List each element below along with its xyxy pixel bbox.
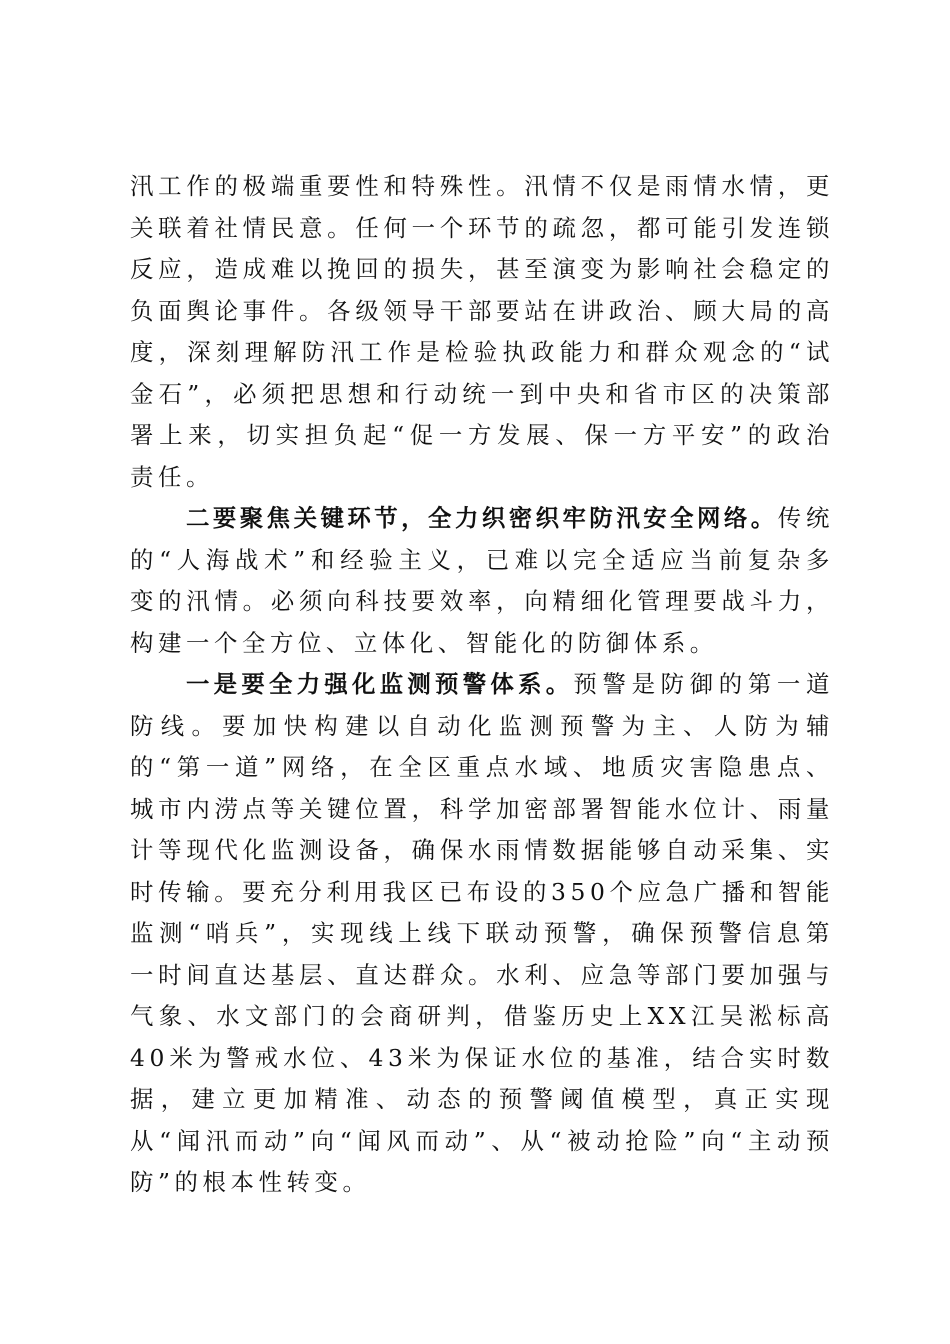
- paragraph-flood-importance: [130, 166, 834, 498]
- section-heading: 一是要全力强化监测预警体系。: [186, 670, 574, 698]
- paragraph-safety-network: [130, 498, 834, 664]
- paragraph-text: 汛工作的极端重要性和特殊性。汛情不仅是雨情水情，更关联着社情民意。任何一个环节的疏忽，都可能引发连锁反应，造成难以挽回的损失，甚至演变为影响社会稳定的负面舆论事件。各级领导干部要站在讲政治、顾大局的高度，深刻理解防汛工作是检验执政能力和群众观念的“试金石”，必须把思想和行动统一到中央和省市区的决策部署上来，切实担负起“促一方发展、保一方平安”的政治责任。: [130, 172, 834, 491]
- paragraph-text: 预警是防御的第一道防线。要加快构建以自动化监测预警为主、人防为辅的“第一道”网络，在全区重点水域、地质灾害隐患点、城市内涝点等关键位置，科学加密部署智能水位计、雨量计等现代化监测设备，确保水雨情数据能够自动采集、实时传输。要充分利用我区已布设的350个应急广播和智能监测“哨兵”，实现线上线下联动预警，确保预警信息第一时间直达基层、直达群众。水利、应急等部门要加强与气象、水文部门的会商研判，借鉴历史上XX江吴淞标高40米为警戒水位、43米为保证水位的基准，结合实时数据，建立更加精准、动态的预警阈值模型，真正实现从“闻汛而动”向“闻风而动”、从“被动抢险”向“主动预防”的根本性转变。: [130, 670, 834, 1196]
- paragraph-monitoring-warning: [130, 664, 834, 1204]
- paragraph-text: 传统的“人海战术”和经验主义，已难以完全适应当前复杂多变的汛情。必须向科技要效率，向精细化管理要战斗力，构建一个全方位、立体化、智能化的防御体系。: [130, 504, 834, 657]
- section-heading: 二要聚焦关键环节，全力织密织牢防汛安全网络。: [186, 504, 778, 532]
- document-body: [130, 166, 834, 1204]
